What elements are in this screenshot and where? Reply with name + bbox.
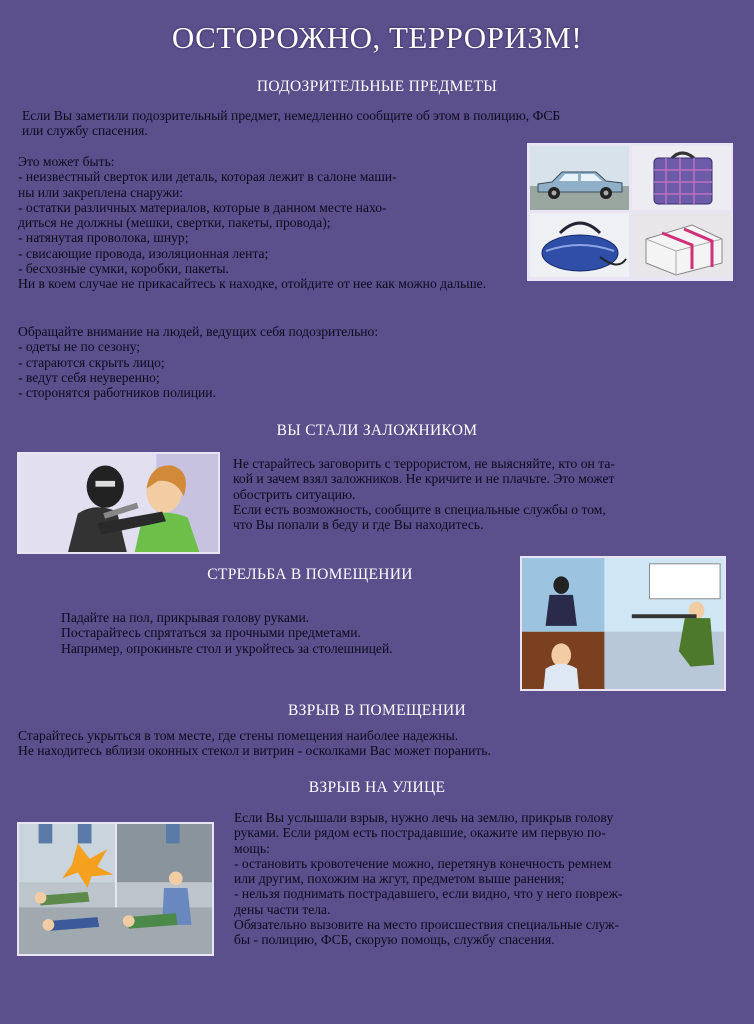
text-line: ны или закреплена снаружи: <box>18 184 184 200</box>
text-line: - сторонятся работников полиции. <box>18 385 216 401</box>
text-line: Обращайте внимание на людей, ведущих себя подозрительно: <box>18 324 379 339</box>
text-line: кой и зачем взял заложников. Не кричите и не плачьте. Это может <box>233 471 615 487</box>
heading-suspicious-items: ПОДОЗРИТЕЛЬНЫЕ ПРЕДМЕТЫ <box>256 78 498 95</box>
text-line: Падайте на пол, прикрывая голову руками. <box>61 610 310 625</box>
suspicious-people <box>18 324 378 400</box>
text-line: или службу спасения. <box>22 123 148 139</box>
text-line: Если Вы услышали взрыв, нужно лечь на землю, прикрыв голову <box>234 810 614 825</box>
text-line: Обязательно вызовите на место происшествия специальные служ- <box>234 917 620 933</box>
bag-image <box>530 213 629 277</box>
text-line: диться не должны (мешки, свертки, пакеты, провода); <box>18 215 331 231</box>
indoor-explosion-text <box>18 728 491 759</box>
text-line: - стараются скрыть лицо; <box>18 354 165 370</box>
text-line: - натянутая проволока, шнур; <box>18 230 189 246</box>
text-line: Не старайтесь заговорить с террористом, не выясняйте, кто он та- <box>233 456 615 471</box>
indoor-shooting-text <box>61 610 393 656</box>
street-explosion-text <box>234 810 623 948</box>
street-explosion-image <box>17 822 214 956</box>
text-line: что Вы попали в беду и где Вы находитесь. <box>233 517 484 533</box>
text-line: - ведут себя неуверенно; <box>18 369 160 385</box>
text-line: - неизвестный сверток или деталь, которая лежит в салоне маши- <box>18 169 397 185</box>
text-line: - остановить кровотечение можно, перетянув конечность ремнем <box>234 855 612 871</box>
heading-indoor-shooting: СТРЕЛЬБА В ПОМЕЩЕНИИ <box>207 566 413 583</box>
text-line: Старайтесь укрыться в том месте, где стены помещения наиболее надежны. <box>18 728 459 743</box>
heading-street-explosion: ВЗРЫВ НА УЛИЦЕ <box>308 779 446 796</box>
package-image <box>632 213 731 277</box>
text-line: Ни в коем случае не прикасайтесь к находке, отойдите от нее как можно дальше. <box>18 276 487 292</box>
text-line: Не находитесь вблизи оконных стекол и витрин - осколками Вас может поранить. <box>18 743 491 759</box>
suspicious-list <box>18 154 486 292</box>
suspicious-intro <box>22 108 560 139</box>
heading-indoor-explosion: ВЗРЫВ В ПОМЕЩЕНИИ <box>287 702 467 719</box>
text-line: - остатки различных материалов, которые в данном месте нахо- <box>18 199 387 215</box>
text-line: бы - полицию, ФСБ, скорую помощь, службу спасения. <box>234 932 555 948</box>
text-line: руками. Если рядом есть пострадавшие, окажите им первую по- <box>234 825 606 841</box>
text-line: мощь: <box>234 840 270 856</box>
text-line: Например, опрокиньте стол и укройтесь за столешницей. <box>61 640 393 656</box>
hostage-text <box>233 456 615 532</box>
text-line: дены части тела. <box>234 901 331 917</box>
text-line: - бесхозные сумки, коробки, пакеты. <box>18 261 229 277</box>
suspicious-items-images <box>527 143 733 281</box>
text-line: Это может быть: <box>18 154 115 169</box>
heading-hostage: ВЫ СТАЛИ ЗАЛОЖНИКОМ <box>276 422 478 439</box>
text-line: - нельзя поднимать пострадавшего, если видно, что у него повреж- <box>234 886 623 902</box>
text-line: обострить ситуацию. <box>233 486 356 502</box>
hostage-image <box>17 452 220 554</box>
text-line: Если есть возможность, сообщите в специальные службы о том, <box>233 501 606 517</box>
car-image <box>530 146 629 210</box>
text-line: Если Вы заметили подозрительный предмет, немедленно сообщите об этом в полицию, ФСБ <box>22 108 561 123</box>
text-line: - свисающие провода, изоляционная лента; <box>18 245 269 261</box>
text-line: - одеты не по сезону; <box>18 339 141 355</box>
text-line: Постарайтесь спрятаться за прочными предметами. <box>61 625 361 641</box>
suitcase-image <box>632 146 731 210</box>
indoor-shooting-image <box>520 556 726 691</box>
poster-title: ОСТОРОЖНО, ТЕРРОРИЗМ! <box>171 20 583 55</box>
text-line: или другим, похожим на жгут, предметом выше ранения; <box>234 871 565 887</box>
